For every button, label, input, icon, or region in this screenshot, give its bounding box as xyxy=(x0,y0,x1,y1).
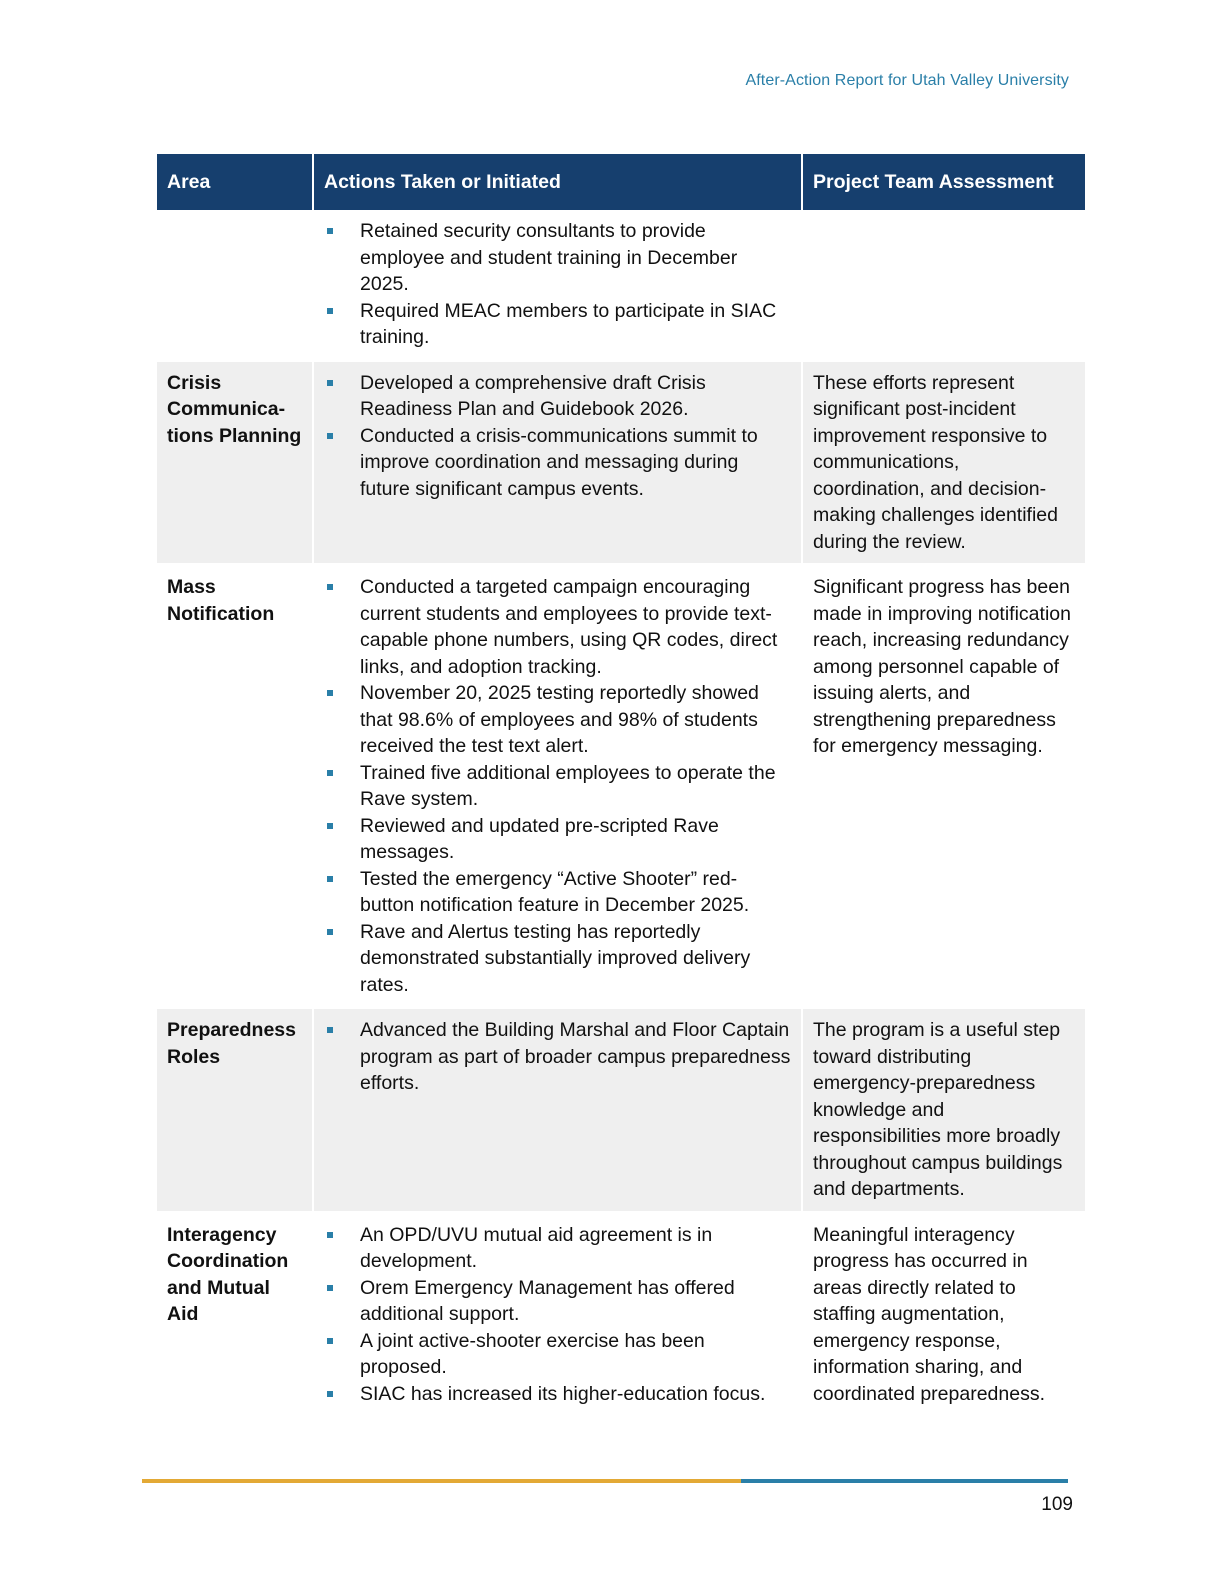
assessment-cell: Meaningful interagency progress has occurred in areas directly related to staffing augmentation, emergency response, information sharing, and coordinated preparedness. xyxy=(802,1212,1085,1417)
square-bullet-icon xyxy=(327,1338,333,1344)
list-item: November 20, 2025 testing reportedly showed that 98.6% of employees and 98% of students received the test text alert. xyxy=(324,680,791,760)
assessment-cell xyxy=(802,210,1085,360)
area-cell: Mass Notification xyxy=(157,565,313,1008)
table-header-row xyxy=(157,154,1085,210)
area-cell: Interagency Coordination and Mutual Aid xyxy=(157,1212,313,1417)
list-item: Rave and Alertus testing has reportedly demonstrated substantially improved delivery rates. xyxy=(324,919,791,999)
table-row xyxy=(157,1008,1085,1213)
actions-list xyxy=(324,1017,791,1097)
square-bullet-icon xyxy=(327,1285,333,1291)
square-bullet-icon xyxy=(327,1027,333,1033)
list-item: Trained five additional employees to operate the Rave system. xyxy=(324,760,791,813)
square-bullet-icon xyxy=(327,690,333,696)
square-bullet-icon xyxy=(327,823,333,829)
square-bullet-icon xyxy=(327,929,333,935)
square-bullet-icon xyxy=(327,433,333,439)
assessment-cell: Significant progress has been made in improving notification reach, increasing redundancy among personnel capable of issuing alerts, and strengthening preparedness for emergency messaging. xyxy=(802,565,1085,1008)
list-item: Tested the emergency “Active Shooter” red-button notification feature in December 2025. xyxy=(324,866,791,919)
list-item: An OPD/UVU mutual aid agreement is in development. xyxy=(324,1222,791,1275)
list-item: Orem Emergency Management has offered additional support. xyxy=(324,1275,791,1328)
area-cell xyxy=(157,210,313,360)
actions-list xyxy=(324,574,791,998)
actions-cell xyxy=(313,360,802,565)
square-bullet-icon xyxy=(327,584,333,590)
after-action-table xyxy=(157,154,1085,1418)
assessment-cell: The program is a useful step toward distributing emergency-preparedness knowledge and responsibilities more broadly throughout campus buildings and departments. xyxy=(802,1008,1085,1213)
list-item: A joint active-shooter exercise has been proposed. xyxy=(324,1328,791,1381)
square-bullet-icon xyxy=(327,228,333,234)
actions-cell xyxy=(313,1008,802,1213)
actions-list xyxy=(324,1222,791,1408)
page-number: 109 xyxy=(1041,1494,1073,1515)
list-item: Retained security consultants to provide employee and student training in December 2025. xyxy=(324,218,791,298)
square-bullet-icon xyxy=(327,380,333,386)
column-header-area: Area xyxy=(157,154,313,210)
assessment-cell: These efforts represent significant post-incident improvement responsive to communications, coordination, and decision-making challenges identified during the review. xyxy=(802,360,1085,565)
actions-cell xyxy=(313,1212,802,1417)
list-item: SIAC has increased its higher-education focus. xyxy=(324,1381,791,1408)
actions-list xyxy=(324,218,791,351)
table-row xyxy=(157,565,1085,1008)
footer-rule-gold-segment xyxy=(142,1479,741,1483)
list-item: Conducted a targeted campaign encouraging current students and employees to provide text-capable phone numbers, using QR codes, direct links, and adoption tracking. xyxy=(324,574,791,680)
actions-cell xyxy=(313,210,802,360)
list-item: Reviewed and updated pre-scripted Rave messages. xyxy=(324,813,791,866)
square-bullet-icon xyxy=(327,1232,333,1238)
running-header-title: After-Action Report for Utah Valley University xyxy=(745,72,1069,89)
actions-list xyxy=(324,370,791,503)
area-cell: Crisis Communica-tions Planning xyxy=(157,360,313,565)
footer-rule xyxy=(142,1479,1068,1483)
table-row xyxy=(157,210,1085,360)
list-item: Conducted a crisis-communications summit to improve coordination and messaging during future significant campus events. xyxy=(324,423,791,503)
table-row xyxy=(157,1212,1085,1417)
area-cell: Preparedness Roles xyxy=(157,1008,313,1213)
square-bullet-icon xyxy=(327,308,333,314)
square-bullet-icon xyxy=(327,1391,333,1397)
list-item: Advanced the Building Marshal and Floor Captain program as part of broader campus preparedness efforts. xyxy=(324,1017,791,1097)
column-header-actions: Actions Taken or Initiated xyxy=(313,154,802,210)
list-item: Developed a comprehensive draft Crisis Readiness Plan and Guidebook 2026. xyxy=(324,370,791,423)
square-bullet-icon xyxy=(327,876,333,882)
table-row xyxy=(157,360,1085,565)
list-item: Required MEAC members to participate in SIAC training. xyxy=(324,298,791,351)
actions-cell xyxy=(313,565,802,1008)
column-header-assessment: Project Team Assessment xyxy=(802,154,1085,210)
footer-rule-blue-segment xyxy=(741,1479,1068,1483)
square-bullet-icon xyxy=(327,770,333,776)
